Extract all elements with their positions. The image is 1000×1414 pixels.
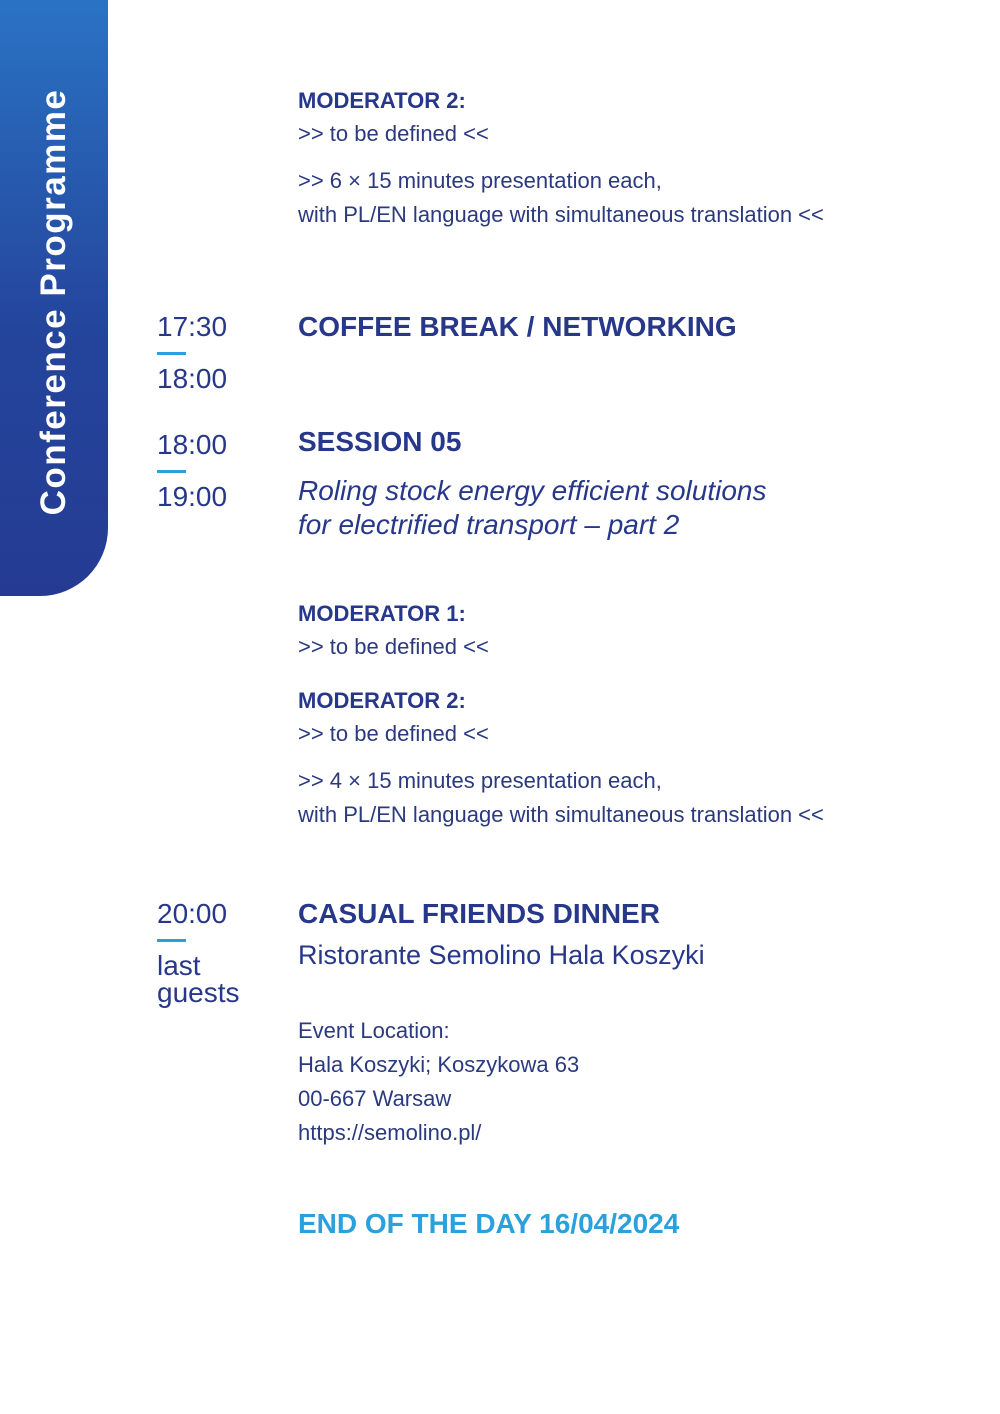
presentation-note-line-1: >> 6 × 15 minutes presentation each, — [298, 168, 662, 193]
dinner-time-start: 20:00 — [157, 898, 228, 929]
event-location — [298, 1014, 579, 1150]
coffee-time-end: 18:00 — [157, 363, 228, 394]
session05-moderator-1-value: >> to be defined << — [298, 634, 489, 659]
session05-presentation-note — [298, 764, 824, 832]
coffee-time — [157, 313, 277, 393]
session05-moderator-2-label: MODERATOR 2: — [298, 688, 466, 713]
session05-note-line-2: with PL/EN language with simultaneous translation << — [298, 802, 824, 827]
session05-title: SESSION 05 — [298, 426, 462, 457]
session05-moderator-1-label: MODERATOR 1: — [298, 601, 466, 626]
sidebar-tab — [0, 0, 108, 596]
time-dash — [157, 939, 186, 942]
coffee-title: COFFEE BREAK / NETWORKING — [298, 311, 737, 342]
moderator-2-label: MODERATOR 2: — [298, 88, 466, 113]
session05-note-line-1: >> 4 × 15 minutes presentation each, — [298, 768, 662, 793]
presentation-note-line-2: with PL/EN language with simultaneous translation << — [298, 202, 824, 227]
dinner-time-end-line-1: last — [157, 950, 201, 981]
moderator-2-value: >> to be defined << — [298, 121, 489, 146]
dinner-title: CASUAL FRIENDS DINNER — [298, 898, 660, 929]
session05-time-start: 18:00 — [157, 429, 228, 460]
session05-moderator-2-value: >> to be defined << — [298, 721, 489, 746]
end-of-day: END OF THE DAY 16/04/2024 — [298, 1208, 680, 1239]
event-url: https://semolino.pl/ — [298, 1120, 482, 1145]
event-location-label: Event Location: — [298, 1018, 450, 1043]
sidebar-title: Conference Programme — [34, 88, 73, 516]
dinner-time — [157, 900, 277, 1006]
event-address-line-1: Hala Koszyki; Koszykowa 63 — [298, 1052, 580, 1077]
presentation-note — [298, 164, 824, 232]
session05-subtitle — [298, 474, 766, 542]
event-address-line-2: 00-667 Warsaw — [298, 1086, 452, 1111]
dinner-venue: Ristorante Semolino Hala Koszyki — [298, 940, 705, 970]
time-dash — [157, 352, 186, 355]
coffee-time-start: 17:30 — [157, 311, 228, 342]
session05-subtitle-line-2: for electrified transport – part 2 — [298, 509, 680, 540]
session05-time — [157, 431, 277, 511]
dinner-time-end-line-2: guests — [157, 977, 240, 1008]
session05-time-end: 19:00 — [157, 481, 228, 512]
time-dash — [157, 470, 186, 473]
session05-subtitle-line-1: Roling stock energy efficient solutions — [298, 475, 767, 506]
